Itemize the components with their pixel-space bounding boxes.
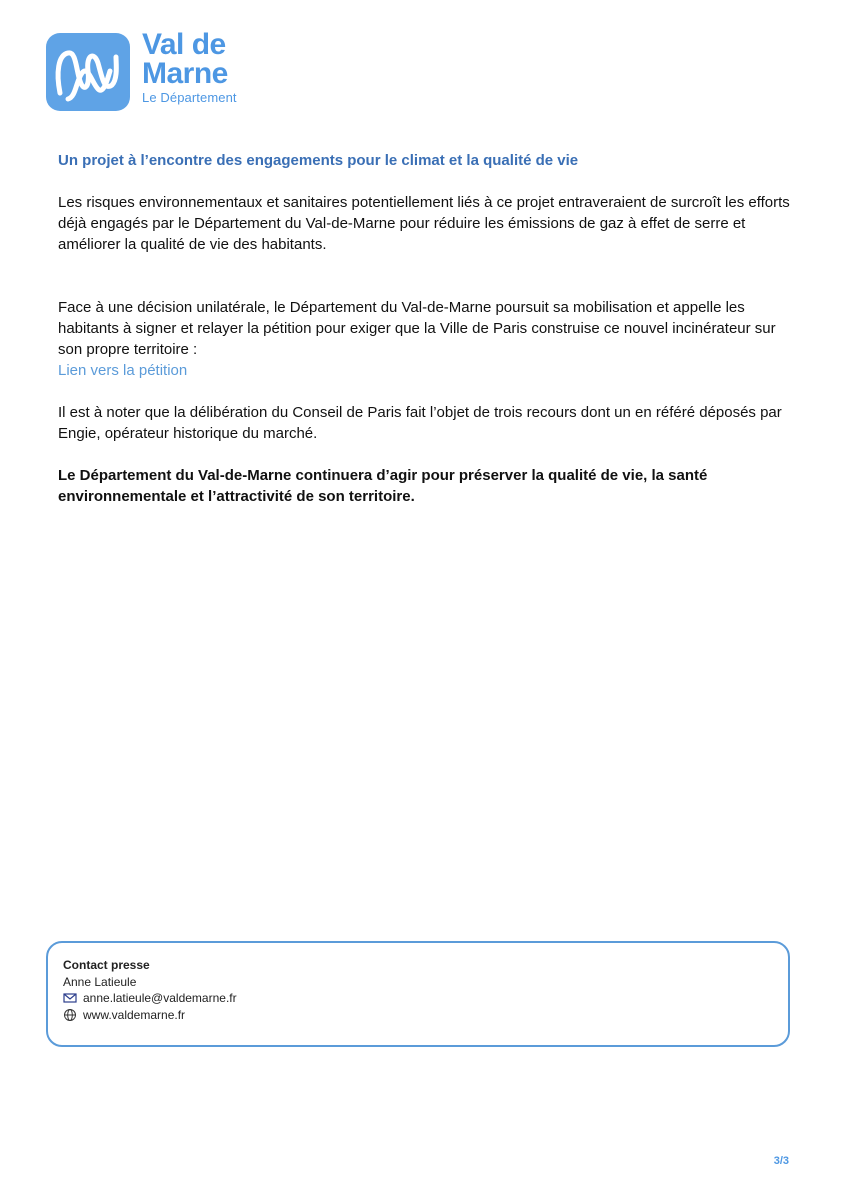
- logo-line-2: Marne: [142, 57, 228, 90]
- val-de-marne-logo: [46, 30, 266, 114]
- logo-line-1: Val de: [142, 28, 226, 61]
- press-contact-box: [46, 941, 790, 1047]
- contact-email-line: [63, 990, 237, 1007]
- logo-line-3: Le Département: [142, 90, 237, 105]
- contact-website-link[interactable]: www.valdemarne.fr: [83, 1007, 186, 1022]
- logo-mark-icon: [46, 33, 130, 111]
- logo-wordmark: [142, 30, 237, 107]
- page-number: 3/3: [773, 1155, 789, 1167]
- contact-title: Contact presse: [63, 958, 150, 972]
- globe-icon: [63, 1008, 77, 1022]
- paragraph-conclusion: Le Département du Val-de-Marne continuera d’agir pour préserver la qualité de vie, la santé environnementale et l’attractivité de son territoire.: [58, 467, 708, 505]
- paragraph-risks: Les risques environnementaux et sanitaires potentiellement liés à ce projet entraveraient de surcroît les efforts déjà engagés par le Département du Val-de-Marne pour réduire les émissions de gaz à effet de serre et améliorer la qualité de vie des habitants.: [58, 194, 790, 253]
- paragraph-petition: Face à une décision unilatérale, le Département du Val-de-Marne poursuit sa mobilisation et appelle les habitants à signer et relayer la pétition pour exiger que la Ville de Paris construise ce nouvel incinérateur sur son propre territoire :: [58, 299, 776, 358]
- contact-website-line: [63, 1007, 237, 1024]
- article-body: [58, 150, 798, 507]
- contact-email-link[interactable]: anne.latieule@valdemarne.fr: [83, 991, 237, 1005]
- section-heading: Un projet à l’encontre des engagements pour le climat et la qualité de vie: [58, 152, 579, 169]
- email-icon: [63, 991, 77, 1005]
- paragraph-petition-block: [58, 297, 798, 381]
- paragraph-appeals: Il est à noter que la délibération du Conseil de Paris fait l’objet de trois recours dont un en référé déposés par Engie, opérateur historique du marché.: [58, 404, 782, 442]
- contact-name: [63, 974, 237, 991]
- press-contact-details: [63, 957, 237, 1023]
- contact-name-text: Anne Latieule: [63, 974, 137, 989]
- petition-link[interactable]: Lien vers la pétition: [58, 362, 188, 379]
